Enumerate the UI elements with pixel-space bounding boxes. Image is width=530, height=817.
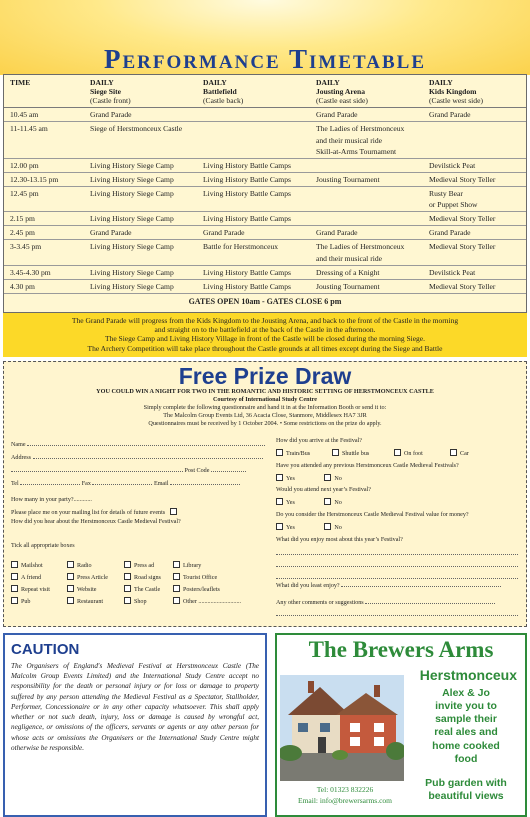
timetable-row [4,240,526,265]
time-cell [4,226,84,240]
pub-phone[interactable]: Tel: 01323 832226 [316,785,374,794]
source-label: Radio [77,563,92,569]
advert-subtitle: Herstmonceux [419,667,517,683]
source-option[interactable] [11,561,43,569]
event-cell [310,226,423,240]
event-line: Grand Parade [429,110,471,120]
event-line: Living History Siege Camp [90,214,174,224]
party-size-question[interactable]: How many in your party?............ [11,497,92,503]
event-line: 4.30 pm [10,281,35,291]
email-label: Email [153,481,169,487]
event-line: Medieval Story Teller [429,242,496,252]
advert-title: The Brewers Arms [308,637,494,662]
event-cell [197,265,310,279]
pub-photo [280,675,404,781]
prize-instructions: Simply complete the following questionnaire and hand it in at the Information Booth or send it to: [143,403,387,411]
source-option[interactable] [67,597,103,605]
advert-line: Pub garden with [425,777,507,789]
time-cell [4,158,84,172]
source-checkbox[interactable] [173,561,180,568]
event-line: Dressing of a Knight [316,267,380,277]
postcode-label: Post Code [184,468,210,474]
timetable-column-header [310,75,423,108]
event-cell [197,122,310,158]
source-checkbox[interactable] [11,561,18,568]
source-label: Press Article [77,575,108,581]
no-label: No [334,525,342,531]
event-cell [423,226,526,240]
source-label: Website [77,587,97,593]
source-checkbox[interactable] [124,573,131,580]
event-cell [197,186,310,211]
event-line: Skill-at-Arms Tournament [316,146,397,156]
yes-label: Yes [286,525,295,531]
source-option[interactable] [11,585,50,593]
timetable [3,74,527,313]
caution-title: CAUTION [11,641,80,658]
advert-contact [280,785,410,806]
arrive-label: Car [460,451,469,457]
event-line: The Ladies of Herstmonceux [316,242,405,252]
source-checkbox[interactable] [173,597,180,604]
yes-label: Yes [286,476,295,482]
event-line: Siege of Herstmonceux Castle [90,124,183,134]
address-label: Address [11,455,31,461]
time-cell [4,279,84,293]
advert-line: Alex & Jo [442,687,490,699]
source-label: A friend [21,575,42,581]
caution-text: The Organisers of England's Medieval Festival at Herstmonceux Castle (The Malcolm Group Events Limited) and the International Study Centre accept no responsibility for the death or personal injury or for loss or damage to property suffered by any person attending the Medieval Festival as a Spectator, Stallholder, Performer, Concessionaire or in any other capacity whatsoever. This shall apply whether or not such death, injury, loss or damage is caused by wrongful act, negligence, or omissions of the officers, servants or agents or any other person for whose acts or omissions the Organisers or the International Study Centre might otherwise be responsible. [11,662,259,752]
event-cell [197,240,310,265]
address-field-2[interactable] [11,466,183,472]
arrive-option[interactable] [332,449,369,457]
heard-about-question: How did you hear about the Herstmonceux Castle Medieval Festival? [11,519,181,525]
name-label: Name [11,442,26,448]
enjoy-answer-line[interactable] [276,554,518,555]
source-checkbox[interactable] [67,597,74,604]
arrive-option[interactable] [450,449,469,457]
prize-address: The Malcolm Group Events Ltd, 36 Acacia Close, Stanmore, Middlesex HA7 3JR [163,411,367,419]
event-line: Grand Parade [429,228,471,238]
source-option[interactable] [11,573,41,581]
tel-label: Tel [11,481,19,487]
event-cell [423,158,526,172]
source-label: Press ad [134,563,155,569]
event-cell [84,240,197,265]
time-cell [4,265,84,279]
source-option[interactable] [124,597,147,605]
event-cell [197,108,310,122]
event-cell [423,186,526,211]
caution-box [3,633,267,817]
timetable-row [4,279,526,293]
source-option[interactable] [173,561,201,569]
event-line: or Puppet Show [429,200,478,210]
fax-label: Fax [81,481,91,487]
column-header-line: TIME [10,78,31,87]
event-line: Medieval Story Teller [429,174,496,184]
source-label: Road signs [134,575,161,581]
page-title: Performance Timetable [103,44,427,74]
advert-garden [407,777,525,803]
timetable-row [4,226,526,240]
event-line: Battle for Herstmonceux [203,242,279,252]
event-line: Living History Battle Camps [203,214,291,224]
event-line: Grand Parade [316,110,358,120]
time-cell [4,108,84,122]
source-checkbox[interactable] [124,561,131,568]
timetable-row [4,265,526,279]
event-line: Grand Parade [90,110,132,120]
column-header-line: (Castle east side) [316,96,368,106]
event-cell [197,172,310,186]
prize-deadline: Questionnaires must be received by 1 October 2004. • Some restrictions on the prize do apply. [148,419,382,427]
prize-headline: YOU COULD WIN A NIGHT FOR TWO IN THE ROMANTIC AND HISTORIC SETTING OF HERSTMONCEUX CASTLE [96,388,434,395]
next-year-yes-checkbox[interactable] [276,498,283,505]
event-line: Living History Battle Camps [203,160,291,170]
next-year-no-checkbox[interactable] [324,498,331,505]
enjoy-answer-line[interactable] [276,578,518,579]
no-label: No [334,476,342,482]
notice-line: The Siege Camp and Living History Village in front of the Castle will be closed during the morning Siege. [105,334,425,344]
advert-line: home cooked [432,739,500,752]
event-line: Devilstick Peat [429,267,476,277]
advert-line: sample their [435,713,497,726]
timetable-column-header [197,75,310,108]
source-label: Posters/leaflets [183,587,220,593]
timetable-table [4,75,526,294]
event-cell [310,279,423,293]
event-cell [197,158,310,172]
event-line: Living History Siege Camp [90,267,174,277]
event-line: Living History Battle Camps [203,267,291,277]
event-cell [84,122,197,158]
column-header-line: (Castle front) [90,96,131,106]
event-line: Living History Battle Camps [203,281,291,291]
event-line: Grand Parade [90,228,132,238]
arrive-option[interactable] [394,449,423,457]
event-cell [423,265,526,279]
parade-notice [3,313,527,357]
source-label: Mailshot [21,563,43,569]
column-header-line: DAILY [203,78,227,87]
event-line: Living History Siege Camp [90,188,174,198]
source-option[interactable] [67,561,92,569]
event-line: 2.15 pm [10,214,35,224]
timetable-row [4,212,526,226]
advert-line: beautiful views [428,790,504,803]
arrive-checkbox[interactable] [332,449,339,456]
arrive-label: Train/Bus [286,451,311,457]
next-year-question: Would you attend next year’s Festival? [276,487,372,493]
event-line: 12.45 pm [10,188,39,198]
notice-line: and straight on to the battlefield at the back of the Castle in the afternoon. [154,325,376,335]
event-cell [310,212,423,226]
least-question: What did you least enjoy? [276,583,340,589]
timetable-row [4,158,526,172]
email-field[interactable] [170,479,240,485]
source-checkbox[interactable] [67,573,74,580]
advert-line: real ales and [434,726,498,739]
column-header-line: DAILY [90,78,114,87]
timetable-column-header [4,75,84,108]
name-field[interactable] [27,440,265,446]
source-option[interactable] [124,585,160,593]
notice-line: The Archery Competition will take place throughout the Castle grounds at all times except during the Siege and Battle [87,343,443,353]
source-label: Shop [134,599,147,605]
source-checkbox[interactable] [124,585,131,592]
prize-intro [4,388,526,427]
event-line: 12.30-13.15 pm [10,174,59,184]
event-cell [84,108,197,122]
advert-line: food [454,752,478,765]
event-line: Living History Siege Camp [90,281,174,291]
event-line: Living History Siege Camp [90,160,174,170]
event-cell [423,240,526,265]
event-cell [84,226,197,240]
event-line: Jousting Tournament [316,281,380,291]
column-header-line: Kids Kingdom [429,87,477,97]
event-line: 11-11.45 am [10,124,48,134]
enjoy-question: What did you enjoy most about this year’s Festival? [276,537,403,543]
no-label: No [334,500,342,506]
source-option[interactable] [67,573,108,581]
header-banner [0,0,530,75]
source-checkbox[interactable] [11,573,18,580]
timetable-row [4,186,526,211]
arrive-checkbox[interactable] [276,449,283,456]
tick-boxes-instruction: Tick all appropriate boxes [11,543,75,549]
yes-label: Yes [286,500,295,506]
gates-times: GATES OPEN 10am - GATES CLOSE 6 pm [188,297,342,306]
time-cell [4,212,84,226]
pub-email-link[interactable]: Email: info@brewersarms.com [298,795,392,805]
mailing-list-checkbox[interactable] [170,508,177,515]
event-cell [197,226,310,240]
arrive-option[interactable] [276,449,310,457]
mailing-list-label: Please place me on your mailing list for details of future events [11,510,166,516]
source-option[interactable] [124,573,161,581]
timetable-header-row [4,75,526,108]
event-line: Medieval Story Teller [429,214,496,224]
timetable-row [4,108,526,122]
source-checkbox[interactable] [67,585,74,592]
event-line: 3-3.45 pm [10,242,42,252]
event-line: Living History Battle Camps [203,188,291,198]
column-header-line: DAILY [316,78,340,87]
event-cell [310,240,423,265]
column-header-line: Siege Site [90,87,122,97]
source-option[interactable] [173,597,241,605]
event-cell [310,172,423,186]
source-checkbox[interactable] [173,585,180,592]
event-line: Rusty Bear [429,188,463,198]
source-checkbox[interactable] [11,585,18,592]
event-line: 2.45 pm [10,228,35,238]
timetable-column-header [84,75,197,108]
column-header-line: (Castle back) [203,96,244,106]
arrive-question: How did you arrive at the Festival? [276,438,362,444]
event-line: Medieval Story Teller [429,281,496,291]
event-cell [84,265,197,279]
column-header-line: (Castle west side) [429,96,483,106]
event-cell [84,186,197,211]
previous-yes-checkbox[interactable] [276,474,283,481]
comments-line[interactable] [276,615,518,616]
source-label: Other ............................ [183,599,242,605]
notice-line: The Grand Parade will progress from the Kids Kingdom to the Jousting Arena, and back to the front of the Castle in the morning [71,316,459,325]
timetable-row [4,172,526,186]
time-cell [4,240,84,265]
other-question: Any other comments or suggestions [276,600,364,606]
event-line: Jousting Tournament [316,174,380,184]
event-cell [423,122,526,158]
event-line: 10.45 am [10,110,39,120]
source-label: The Castle [134,587,161,593]
source-label: Pub [21,599,31,605]
source-label: Library [183,563,202,569]
time-cell [4,122,84,158]
event-line: Devilstick Peat [429,160,476,170]
enjoy-answer-line[interactable] [276,566,518,567]
event-cell [84,279,197,293]
event-line: Grand Parade [316,228,358,238]
event-cell [423,212,526,226]
event-cell [84,158,197,172]
source-label: Tourist Office [183,575,218,581]
event-cell [84,212,197,226]
column-header-line: Jousting Arena [316,87,366,97]
arrive-checkbox[interactable] [394,449,401,456]
source-option[interactable] [124,561,154,569]
event-cell [310,265,423,279]
timetable-column-header [423,75,526,108]
event-line: The Ladies of Herstmonceux [316,124,405,134]
event-cell [310,158,423,172]
event-cell [310,186,423,211]
previous-question: Have you attended any previous Herstmonceux Castle Medieval Festivals? [276,463,459,469]
advert-invitation [407,687,525,766]
value-yes-checkbox[interactable] [276,523,283,530]
time-cell [4,186,84,211]
source-option[interactable] [173,573,217,581]
event-cell [310,122,423,158]
source-label: Repeat visit [21,587,50,593]
postcode-field[interactable] [211,466,246,472]
source-checkbox[interactable] [11,597,18,604]
prize-courtesy: Courtesy of International Study Centre [212,395,318,403]
advert-line: invite you to [435,700,497,713]
previous-no-checkbox[interactable] [324,474,331,481]
arrive-label: Shuttle bus [342,451,370,457]
source-option[interactable] [173,585,220,593]
event-line: Living History Siege Camp [90,242,174,252]
source-checkbox[interactable] [67,561,74,568]
other-field[interactable] [365,598,495,604]
event-cell [423,172,526,186]
event-cell [84,172,197,186]
timetable-row [4,122,526,158]
column-header-line: DAILY [429,78,453,87]
event-line: and their musical ride [316,253,383,263]
value-no-checkbox[interactable] [324,523,331,530]
event-cell [197,212,310,226]
event-cell [310,108,423,122]
address-field[interactable] [33,453,263,459]
value-question: Do you consider the Herstmonceux Castle Medieval Festival value for money? [276,512,469,518]
event-line: and their musical ride [316,135,383,145]
event-cell [197,279,310,293]
column-header-line: Battlefield [203,87,237,97]
fax-field[interactable] [92,479,152,485]
event-line: Living History Battle Camps [203,174,291,184]
prize-title: Free Prize Draw [178,363,352,389]
arrive-label: On foot [404,451,423,457]
least-field[interactable] [341,581,501,587]
source-checkbox[interactable] [124,597,131,604]
source-label: Restaurant [77,599,104,605]
event-line: Grand Parade [203,228,245,238]
tel-field[interactable] [20,479,80,485]
brewers-arms-advert [275,633,527,817]
event-cell [423,279,526,293]
source-option[interactable] [11,597,30,605]
event-line: 3.45-4.30 pm [10,267,51,277]
time-cell [4,172,84,186]
prize-draw-form [3,361,527,627]
arrive-checkbox[interactable] [450,449,457,456]
event-cell [423,108,526,122]
source-option[interactable] [67,585,96,593]
source-checkbox[interactable] [173,573,180,580]
event-line: Living History Siege Camp [90,174,174,184]
event-line: 12.00 pm [10,160,39,170]
